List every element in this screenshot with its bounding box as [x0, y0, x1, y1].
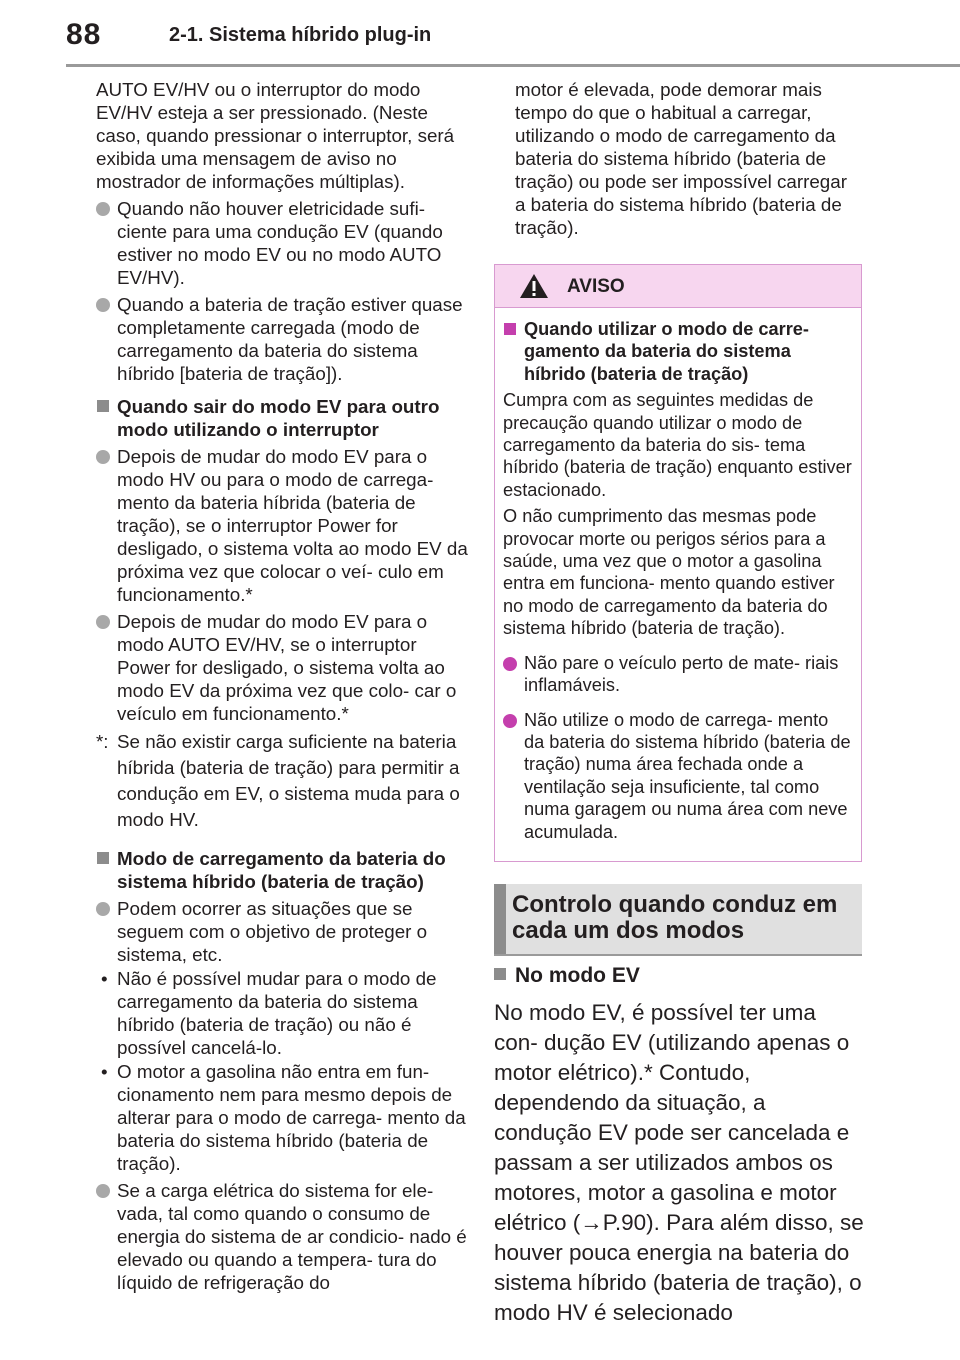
subheading-text: Modo de carregamento da bateria do sistema híbrido (bateria de tração) — [117, 848, 446, 892]
bullet-dot-icon — [96, 615, 110, 629]
list-item-text: Não utilize o modo de carrega- mento da bateria do sistema híbrido (bateria de tração) numa área fechada onde a ventilação seja insuficiente, tal como numa garagem ou numa área com neve acumulada. — [524, 709, 851, 842]
square-bullet-icon — [97, 400, 109, 412]
subheading — [96, 395, 468, 441]
header-divider — [66, 64, 960, 67]
warning-title: AVISO — [567, 276, 625, 297]
right-column — [494, 78, 862, 239]
subheading — [96, 847, 468, 893]
ev-mode-heading — [494, 964, 640, 988]
square-bullet-icon — [494, 968, 506, 980]
section-heading-bar — [494, 884, 506, 954]
list-item-text: Não pare o veículo perto de mate- riais inflamáveis. — [524, 652, 839, 696]
bullet-dot-icon — [96, 1184, 110, 1198]
dash-item — [96, 967, 468, 1059]
list-item-text: Podem ocorrer as situações que se seguem com o objetivo de proteger o sistema, etc. — [117, 898, 428, 965]
list-item-text: Quando não houver eletricidade sufi- ciente para uma condução EV (quando estiver no modo EV ou no modo AUTO EV/HV). — [117, 198, 443, 288]
bullet-dot-icon — [96, 902, 110, 916]
warning-subheading-text: Quando utilizar o modo de carre- gamento da bateria do sistema híbrido (bateria de tração) — [524, 319, 809, 384]
continuation-paragraph: motor é elevada, pode demorar mais tempo do que o habitual a carregar, utilizando o modo de carregamento da bateria do sistema híbrido (bateria de tração) ou pode ser impossível carregar a bateria do sistema híbrido (bateria de tração). — [515, 79, 847, 238]
intro-paragraph: AUTO EV/HV ou o interruptor do modo EV/HV esteja a ser pressionado. (Neste caso, quando pressionar o interruptor, será exibida uma mensagem de aviso no mostrador de informações múltiplas). — [96, 79, 455, 192]
warning-triangle-icon — [519, 273, 549, 299]
square-bullet-icon — [97, 852, 109, 864]
page-header — [0, 0, 960, 66]
bullet-dot-icon — [503, 657, 517, 671]
warning-list-item — [503, 652, 853, 697]
dash-bullet-icon: • — [101, 968, 108, 989]
page-number: 88 — [66, 18, 102, 51]
list-item — [96, 897, 468, 966]
bullet-dot-icon — [503, 714, 517, 728]
square-bullet-icon — [504, 323, 516, 335]
ev-mode-heading-text: No modo EV — [515, 964, 640, 987]
list-item — [96, 1179, 468, 1294]
subheading-text: Quando sair do modo EV para outro modo utilizando o interruptor — [117, 396, 440, 440]
dash-item-text: Não é possível mudar para o modo de carregamento da bateria do sistema híbrido (bateria de tração) ou não é possível cancelá-lo. — [117, 968, 437, 1058]
footnote-text: Se não existir carga suficiente na bateria híbrida (bateria de tração) para permitir a condução em EV, o sistema muda para o modo HV. — [117, 731, 460, 830]
warning-subheading — [503, 318, 853, 385]
dash-bullet-icon: • — [101, 1061, 108, 1082]
bullet-dot-icon — [96, 202, 110, 216]
ev-mode-body: No modo EV, é possível ter uma con- dução EV (utilizando apenas o motor elétrico).* Contudo, dependendo da situação, a condução EV pode ser cancelada e passam a ser utilizados ambos os motores, motor a gasolina e motor elétrico (→P.90). Para além disso, se houver pouca energia na bateria do sistema híbrido (bateria de tração), o modo HV é selecionado — [494, 1000, 864, 1325]
bullet-dot-icon — [96, 450, 110, 464]
section-heading: Controlo quando conduz em cada um dos modos — [512, 891, 838, 944]
list-item — [96, 610, 468, 725]
dash-item — [96, 1060, 468, 1175]
footnote-mark: *: — [96, 731, 109, 752]
warning-paragraph: O não cumprimento das mesmas pode provocar morte ou perigos sérios para a saúde, uma vez que o motor a gasolina entra em funciona- mento quando estiver no modo de carregamento da bateria do sistema híbrido (bateria de tração). — [503, 506, 835, 639]
bullet-dot-icon — [96, 298, 110, 312]
list-item-text: Depois de mudar do modo EV para o modo AUTO EV/HV, se o interruptor Power for desligado, o sistema volta ao modo EV da próxima vez que colo- car o veículo em funcionamento.* — [117, 611, 457, 724]
list-item — [96, 445, 468, 606]
warning-body — [495, 308, 861, 843]
warning-header — [495, 265, 861, 308]
list-item-text: Quando a bateria de tração estiver quase completamente carregada (modo de carregamento da bateria do sistema híbrido [bateria de tração]). — [117, 294, 463, 384]
warning-list-item — [503, 709, 853, 843]
section-heading-box — [494, 884, 862, 956]
list-item-text: Depois de mudar do modo EV para o modo HV ou para o modo de carrega- mento da bateria híbrida (bateria de tração), se o interruptor Power for desligado, o sistema volta ao modo EV da próxima vez que colocar o veí- culo em funcionamento.* — [117, 446, 468, 605]
list-item — [96, 197, 468, 289]
list-item — [96, 293, 468, 385]
warning-box — [494, 264, 862, 862]
dash-item-text: O motor a gasolina não entra em fun- cionamento nem para mesmo depois de alterar para o modo de carrega- mento da bateria do sistema híbrido (bateria de tração). — [117, 1061, 466, 1174]
list-item-text: Se a carga elétrica do sistema for ele- vada, tal como quando o consumo de energia do sistema de ar condicio- nado é elevado ou quando a tempera- tura do líquido de refrigeração do — [117, 1180, 467, 1293]
left-column — [96, 78, 468, 1294]
footnote — [96, 729, 468, 833]
section-title: 2-1. Sistema híbrido plug-in — [169, 24, 432, 46]
warning-paragraph: Cumpra com as seguintes medidas de precaução quando utilizar o modo de carregamento da bateria do sis- tema híbrido (bateria de tração) enquanto estiver estacionado. — [503, 390, 852, 500]
